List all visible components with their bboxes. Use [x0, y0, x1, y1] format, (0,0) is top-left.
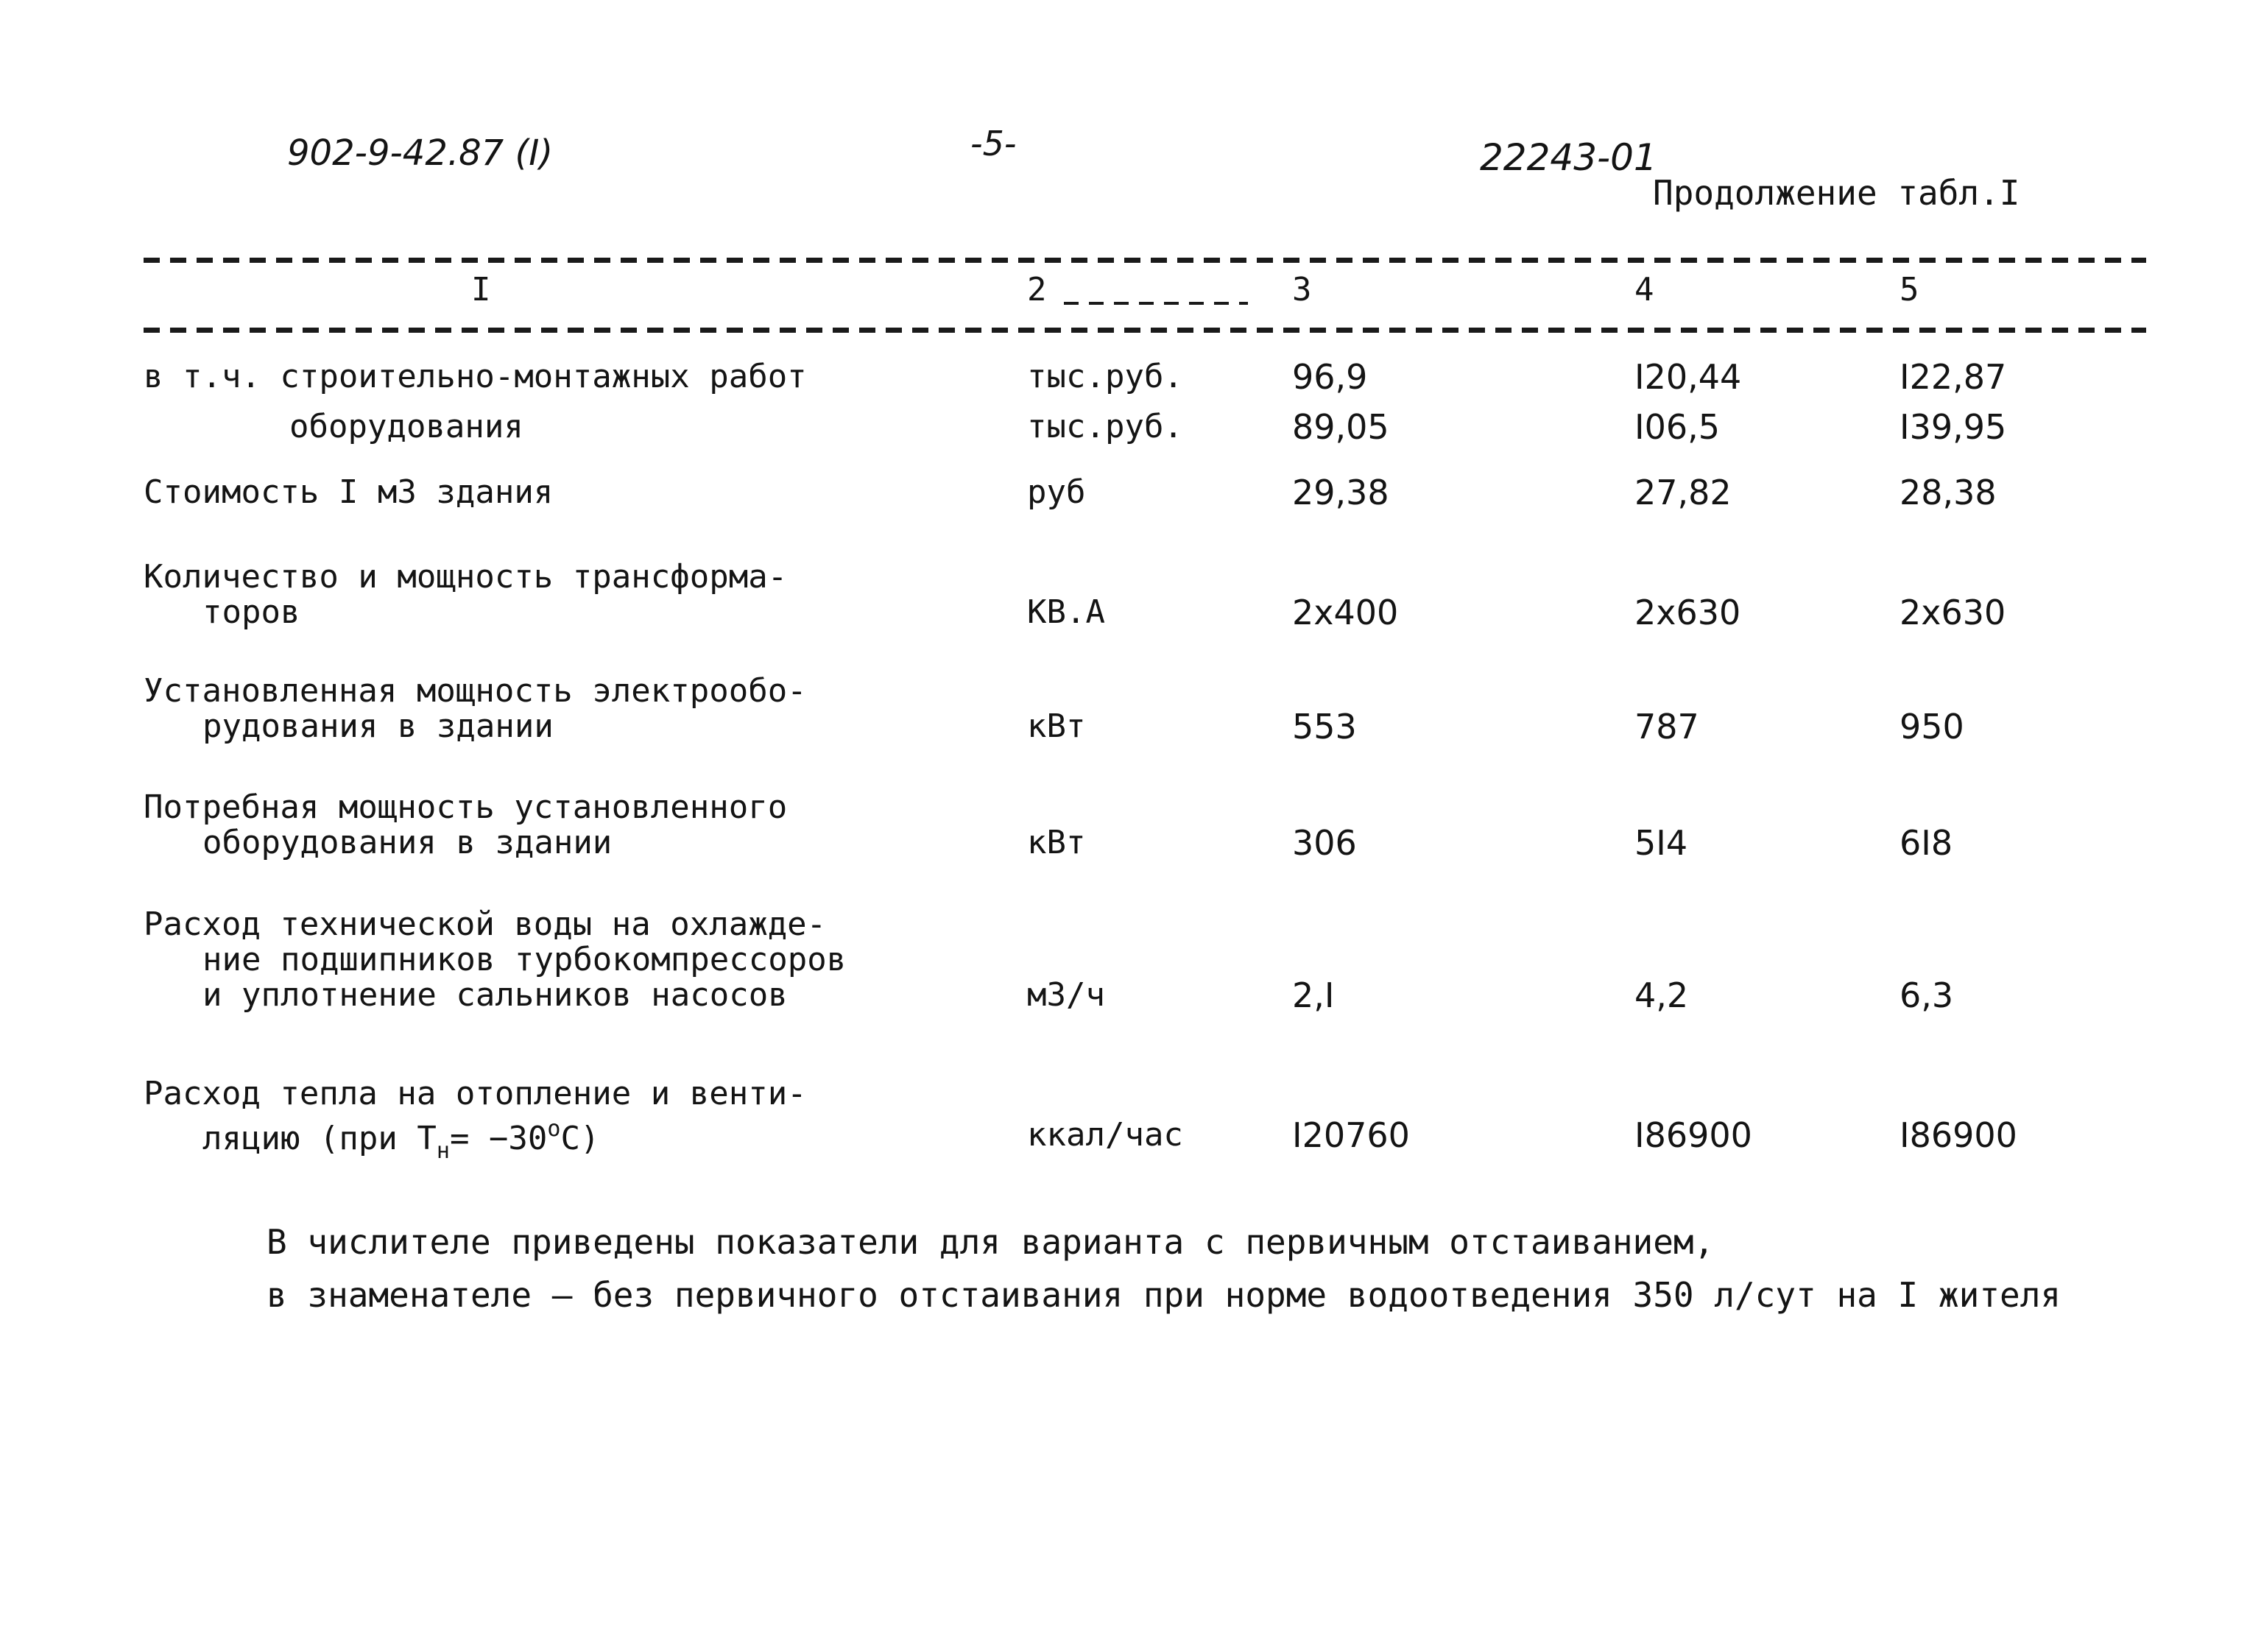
row-label: Стоимость I м3 здания [144, 473, 554, 511]
row-unit: руб [1027, 473, 1086, 511]
row-value-col4: I20,44 [1634, 357, 1742, 397]
table-continuation-label: Продолжение табл.I [1653, 173, 2020, 213]
column-2-underline [1064, 302, 1248, 305]
row-value-col5: 6,3 [1900, 975, 1954, 1015]
document-code: 902-9-42.87 (I) [287, 133, 554, 174]
row-label [144, 907, 846, 1013]
row-value-col5: I22,87 [1900, 357, 2007, 397]
row-label [144, 674, 807, 744]
row-value-col3: 29,38 [1292, 473, 1389, 512]
row-value-col5: 2х630 [1900, 593, 2006, 632]
row-label-line3: и уплотнение сальников насосов [202, 976, 788, 1014]
column-number-2: 2 [1027, 271, 1047, 308]
row-unit: ккал/час [1027, 1116, 1183, 1154]
row-value-col4: I06,5 [1634, 407, 1720, 447]
row-value-col4: 5I4 [1634, 823, 1688, 863]
row-unit: кВт [1027, 824, 1086, 861]
row-label-line2: торов [202, 593, 300, 631]
row-value-col5: I39,95 [1900, 407, 2007, 447]
row-label-line2: рудования в здании [202, 707, 554, 745]
row-value-col4: 787 [1634, 707, 1699, 746]
column-number-1: I [471, 271, 491, 308]
row-label-line2 [144, 1112, 807, 1169]
row-value-col4: 27,82 [1634, 473, 1732, 512]
row-label [144, 1076, 807, 1169]
inventory-number: 22243-01 [1480, 136, 1657, 179]
row-value-col4: I86900 [1634, 1115, 1752, 1155]
row-value-col5: 28,38 [1900, 473, 1997, 512]
page-number: -5- [970, 124, 1017, 163]
table-top-rule [144, 258, 2146, 263]
row-value-col3: 2,I [1292, 975, 1335, 1015]
row-value-col4: 2х630 [1634, 593, 1741, 632]
row-unit: м3/ч [1027, 976, 1105, 1014]
row-unit: тыс.руб. [1027, 358, 1183, 395]
row-value-col3: 306 [1292, 823, 1357, 863]
row-label-line1: Расход тепла на отопление и венти- [144, 1075, 807, 1112]
row-label-line2: оборудования в здании [202, 824, 613, 861]
footnote-line-2: в знаменателе – без первичного отстаивания при норме водоотведения 350 л/сут на I жителя [267, 1275, 2061, 1315]
row-label: оборудования [289, 408, 523, 445]
row-value-col5: I86900 [1900, 1115, 2017, 1155]
column-number-3: 3 [1292, 271, 1312, 308]
row-unit: тыс.руб. [1027, 408, 1183, 445]
row-label [144, 560, 787, 630]
row-label-part-b: = −30 [449, 1120, 548, 1157]
row-label-line1: Потребная мощность установленного [144, 788, 788, 826]
row-value-col3: 2х400 [1292, 593, 1399, 632]
column-number-5: 5 [1900, 271, 1919, 308]
row-label-line1: Расход технической воды на охлажде- [144, 906, 827, 943]
column-number-4: 4 [1634, 271, 1654, 308]
row-value-col3: 89,05 [1292, 407, 1389, 447]
footnote-line-1: В числителе приведены показатели для варианта с первичным отстаиванием, [267, 1222, 1715, 1262]
row-label-part-c: С) [560, 1120, 600, 1157]
row-unit: КВ.А [1027, 593, 1105, 631]
row-value-col3: 96,9 [1292, 357, 1368, 397]
row-label-subscript: н [436, 1138, 450, 1164]
row-label: в т.ч. строительно-монтажных работ [144, 358, 807, 395]
row-value-col3: I20760 [1292, 1115, 1410, 1155]
row-label-line1: Количество и мощность трансформа- [144, 558, 788, 596]
row-value-col3: 553 [1292, 707, 1357, 746]
table-header-rule [144, 328, 2146, 333]
row-label-superscript: о [547, 1116, 561, 1142]
row-label-part-a: ляцию (при Т [202, 1120, 437, 1157]
row-unit: кВт [1027, 707, 1086, 745]
row-value-col5: 6I8 [1900, 823, 1953, 863]
row-value-col4: 4,2 [1634, 975, 1689, 1015]
row-label-line2: ние подшипников турбокомпрессоров [202, 941, 847, 978]
row-label [144, 790, 787, 861]
row-value-col5: 950 [1900, 707, 1964, 746]
row-label-line1: Установленная мощность электрообо- [144, 672, 807, 710]
